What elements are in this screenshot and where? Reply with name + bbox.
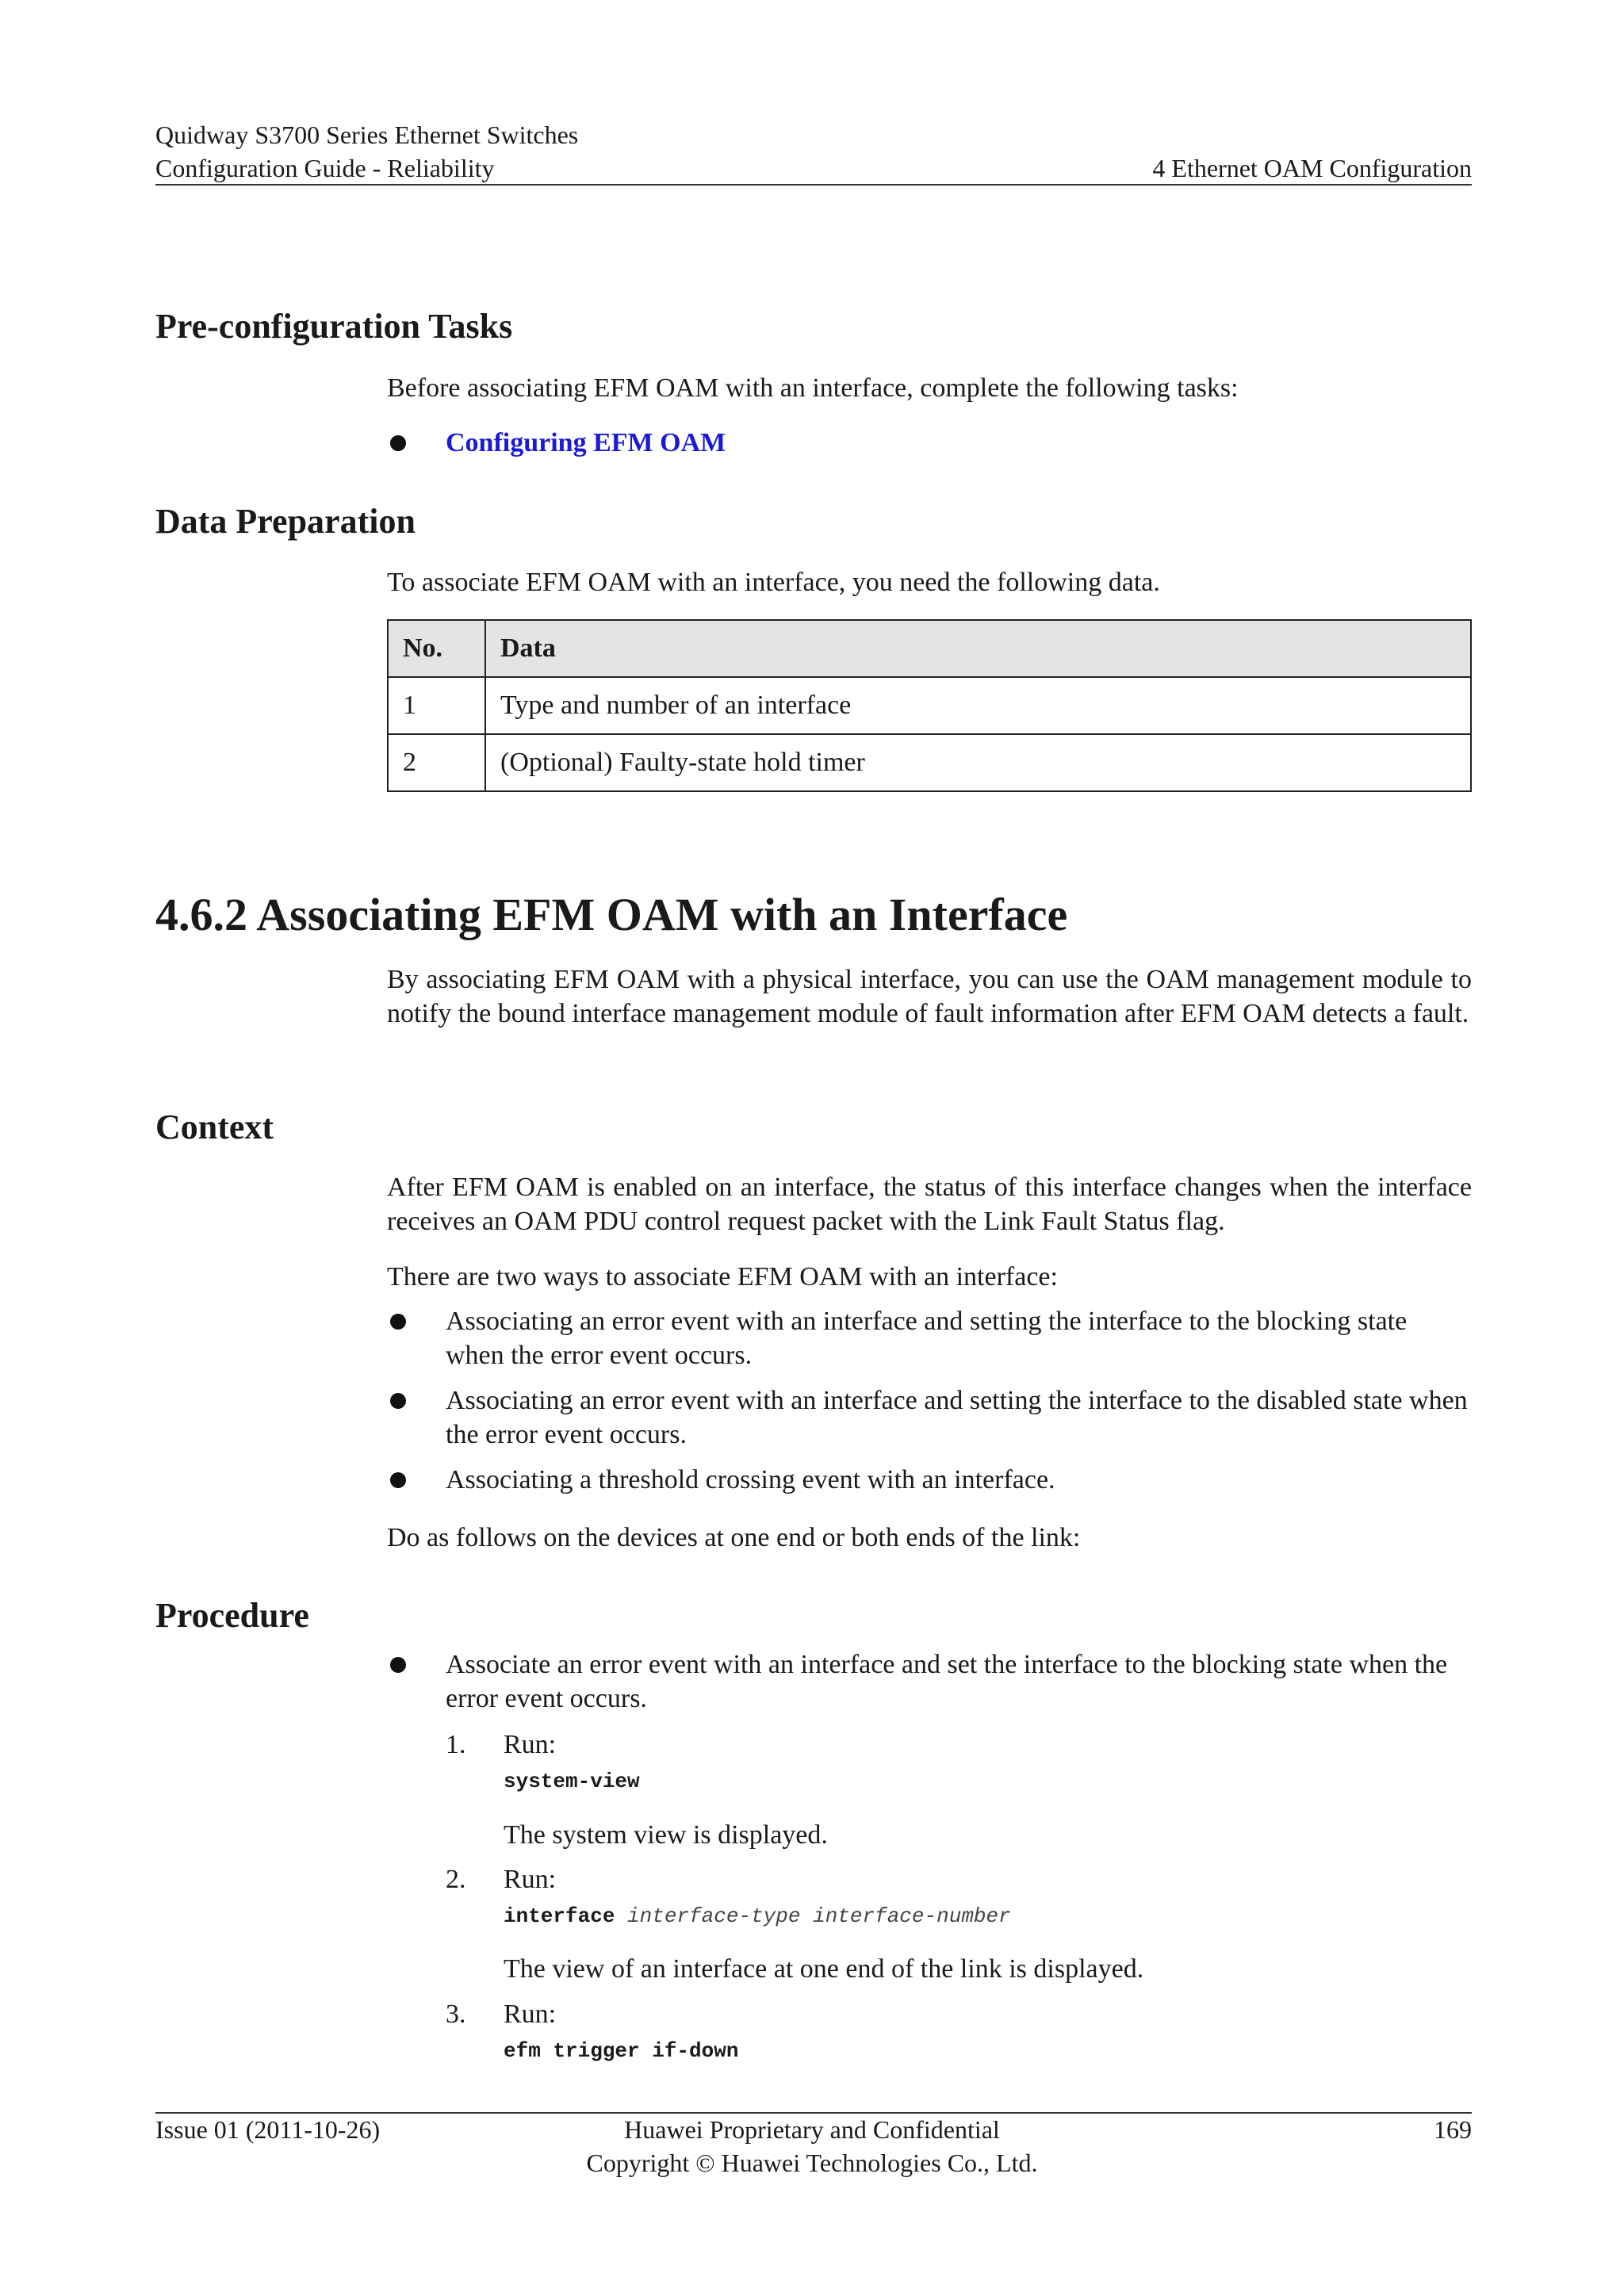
step-label: Run: [504,1999,557,2029]
table-cell-no: 1 [388,677,485,734]
section-intro: By associating EFM OAM with a physical interface, you can use the OAM management module to notify the bound interface management module of fault information after EFM OAM detects a fault. [387,965,1472,1028]
step-description: The system view is displayed. [504,1820,828,1850]
step-number: 1. [446,1730,466,1759]
bullet-icon [390,1393,406,1409]
command-keyword: interface [504,1904,615,1928]
table-row [388,677,1471,734]
context-paragraph-1: After EFM OAM is enabled on an interface, the status of this interface changes when the interface receives an OAM PDU control request packet with the Link Fault Status flag. [387,1173,1472,1236]
context-bullet-1: Associating an error event with an interface and setting the interface to the blocking state when the error event occurs. [446,1307,1408,1370]
command-arguments: interface-type interface-number [627,1904,1011,1928]
step-command [504,1903,1011,1930]
context-bullet-3: Associating a threshold crossing event with an interface. [446,1465,1055,1494]
header-chapter: 4 Ethernet OAM Configuration [1152,154,1472,182]
table-header-data: Data [485,620,1471,677]
context-paragraph-3: Do as follows on the devices at one end or both ends of the link: [387,1523,1081,1552]
step-number: 2. [446,1865,466,1894]
table-cell-no: 2 [388,734,485,791]
footer-copyright: Copyright © Huawei Technologies Co., Ltd. [586,2149,1038,2177]
context-bullet-2: Associating an error event with an interface and setting the interface to the disabled state when the error event occurs. [446,1386,1468,1449]
table-header-row [388,620,1471,677]
step-command [504,1768,640,1795]
step-description: The view of an interface at one end of the link is displayed. [504,1954,1144,1984]
page-number: 169 [1434,2115,1472,2144]
header-guide: Configuration Guide - Reliability [155,154,495,182]
footer-proprietary: Huawei Proprietary and Confidential [624,2115,1000,2144]
command-keyword: system-view [504,1770,640,1793]
procedure-heading: Procedure [155,1596,309,1635]
footer-issue: Issue 01 (2011-10-26) [155,2115,381,2144]
context-paragraph-2: There are two ways to associate EFM OAM with an interface: [387,1262,1058,1292]
procedure-bullet: Associate an error event with an interface and set the interface to the blocking state when the error event occurs. [446,1650,1448,1713]
preconfig-heading: Pre-configuration Tasks [155,307,513,346]
table-row [388,734,1471,791]
step-label: Run: [504,1865,557,1894]
data-prep-heading: Data Preparation [155,502,416,541]
section-heading: 4.6.2 Associating EFM OAM with an Interface [155,889,1068,940]
table-cell-data: (Optional) Faulty-state hold timer [485,734,1471,791]
configuring-efm-oam-link[interactable]: Configuring EFM OAM [446,428,726,457]
preconfig-intro: Before associating EFM OAM with an interface, complete the following tasks: [387,373,1239,403]
header-product: Quidway S3700 Series Ethernet Switches [155,121,579,149]
command-keyword: efm trigger if-down [504,2039,739,2063]
table-cell-data: Type and number of an interface [485,677,1471,734]
step-number: 3. [446,1999,466,2029]
context-heading: Context [155,1108,274,1146]
data-table [387,619,1472,792]
bullet-icon [390,1314,406,1330]
bullet-icon [390,1472,406,1488]
data-prep-intro: To associate EFM OAM with an interface, you need the following data. [387,568,1160,597]
table-header-no: No. [388,620,485,677]
header-rule [155,184,1472,186]
step-command [504,2038,738,2064]
bullet-icon [390,435,406,451]
bullet-icon [390,1657,406,1673]
step-label: Run: [504,1730,557,1759]
